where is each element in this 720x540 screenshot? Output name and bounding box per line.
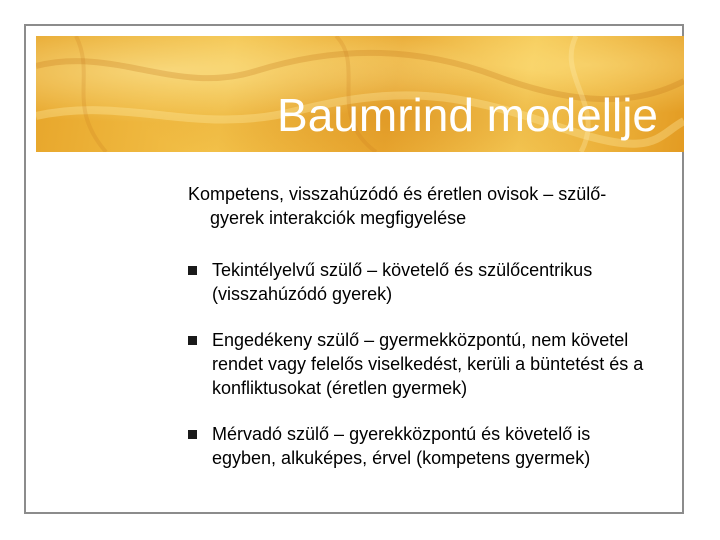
title-banner: [36, 36, 684, 152]
slide-title: Baumrind modellje: [277, 89, 658, 141]
bullet-text: Engedékeny szülő – gyermekközpontú, nem követel rendet vagy felelős viselkedést, kerüli a büntetést és a konfliktusokat (éretlen gyermek): [212, 330, 644, 398]
bullet-text: Mérvadó szülő – gyerekközpontú és követelő is egyben, alkuképes, érvel (kompetens gyermek): [212, 424, 591, 468]
list-item: [188, 258, 658, 306]
square-bullet-icon: [188, 266, 197, 275]
list-item: [188, 422, 658, 470]
slide-content: [188, 182, 658, 492]
bullet-text: Tekintélyelvű szülő – követelő és szülőcentrikus (visszahúzódó gyerek): [212, 260, 593, 304]
list-item: [188, 328, 658, 400]
square-bullet-icon: [188, 430, 197, 439]
intro-text: Kompetens, visszahúzódó és éretlen ovisok – szülő-gyerek interakciók megfigyelése: [188, 184, 607, 228]
bullet-list: [188, 258, 658, 470]
square-bullet-icon: [188, 336, 197, 345]
